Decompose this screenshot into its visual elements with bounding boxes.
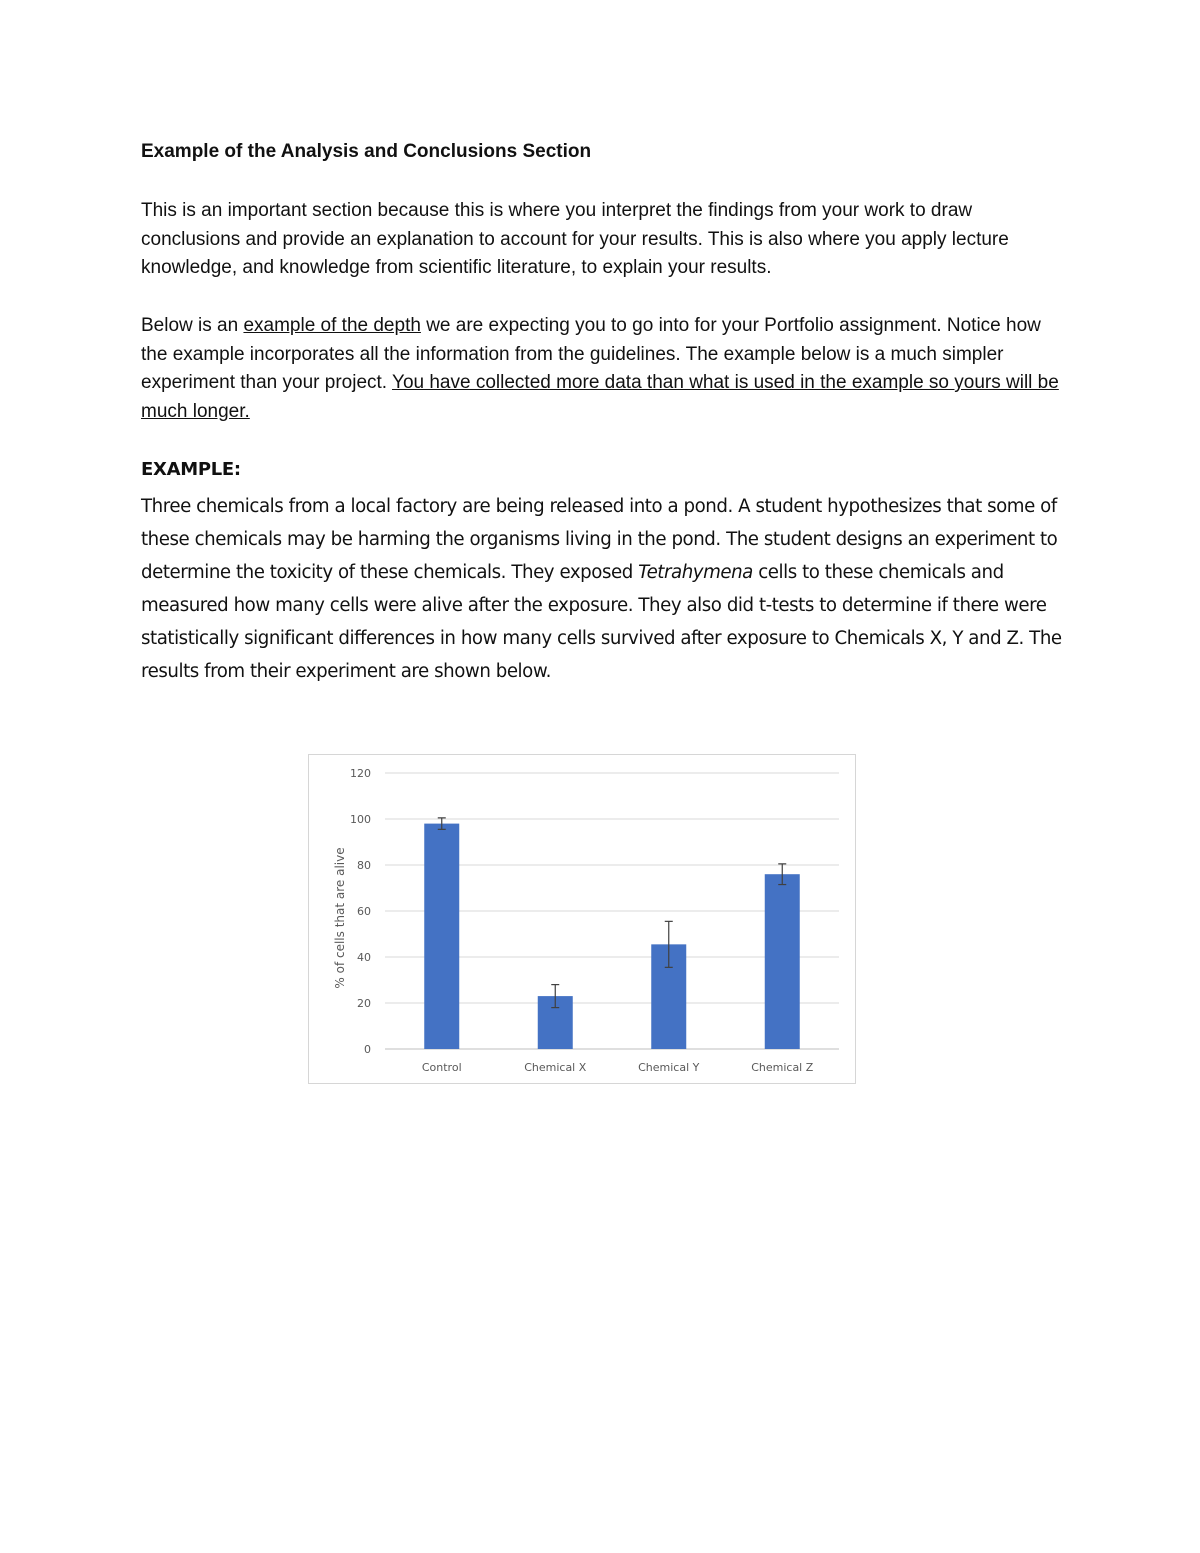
y-tick-label: 40 (357, 951, 371, 964)
example-text-1: Three chemicals from a local factory are being released into a pond. A student hypothesizes that some of these chemicals may be harming the organisms living in the pond. The student designs an experiment to determine the toxicity of these chemicals. They exposed (141, 496, 1058, 583)
depth-paragraph (141, 312, 1071, 426)
bar (424, 824, 459, 1049)
example-heading: EXAMPLE: (141, 459, 241, 480)
example-text-2: cells to these chemicals and measured how many cells were alive after the exposure. They also did t-tests to determine if there were statistically significant differences in how many cells survived after exposure to Chemicals X, Y and Z. The results from their experiment are shown below. (141, 562, 1062, 682)
intro-paragraph: This is an important section because this is where you interpret the findings from your work to draw conclusions and provide an explanation to account for your results. This is also where you apply lecture knowledge, and knowledge from scientific literature, to explain your results. (141, 200, 1009, 278)
survival-bar-chart (308, 754, 856, 1084)
y-tick-label: 20 (357, 997, 371, 1010)
example-depth-link[interactable]: example of the depth (243, 315, 421, 336)
example-paragraph (141, 490, 1081, 688)
y-tick-label: 80 (357, 859, 371, 872)
y-tick-label: 0 (364, 1043, 371, 1056)
depth-text-2: we are expecting you to go into for your Portfolio assignment. Notice how the example incorporates all the information from the guidelines. The example below is a much simpler experiment than your project. (141, 315, 1041, 393)
organism-name: Tetrahymena (638, 562, 753, 583)
chart-svg (309, 755, 855, 1083)
y-tick-label: 100 (350, 813, 371, 826)
longer-note: You have collected more data than what is used in the example so yours will be much longer. (141, 372, 1059, 422)
x-category-label: Chemical Z (751, 1061, 814, 1074)
y-tick-label: 60 (357, 905, 371, 918)
bar (765, 874, 800, 1049)
depth-text-1: Below is an (141, 315, 244, 336)
x-category-label: Control (421, 1061, 462, 1074)
page-title: Example of the Analysis and Conclusions Section (141, 141, 592, 162)
y-tick-label: 120 (350, 767, 371, 780)
x-category-label: Chemical X (524, 1061, 587, 1074)
x-category-label: Chemical Y (638, 1061, 700, 1074)
y-axis-title: % of cells that are alive (333, 847, 347, 989)
